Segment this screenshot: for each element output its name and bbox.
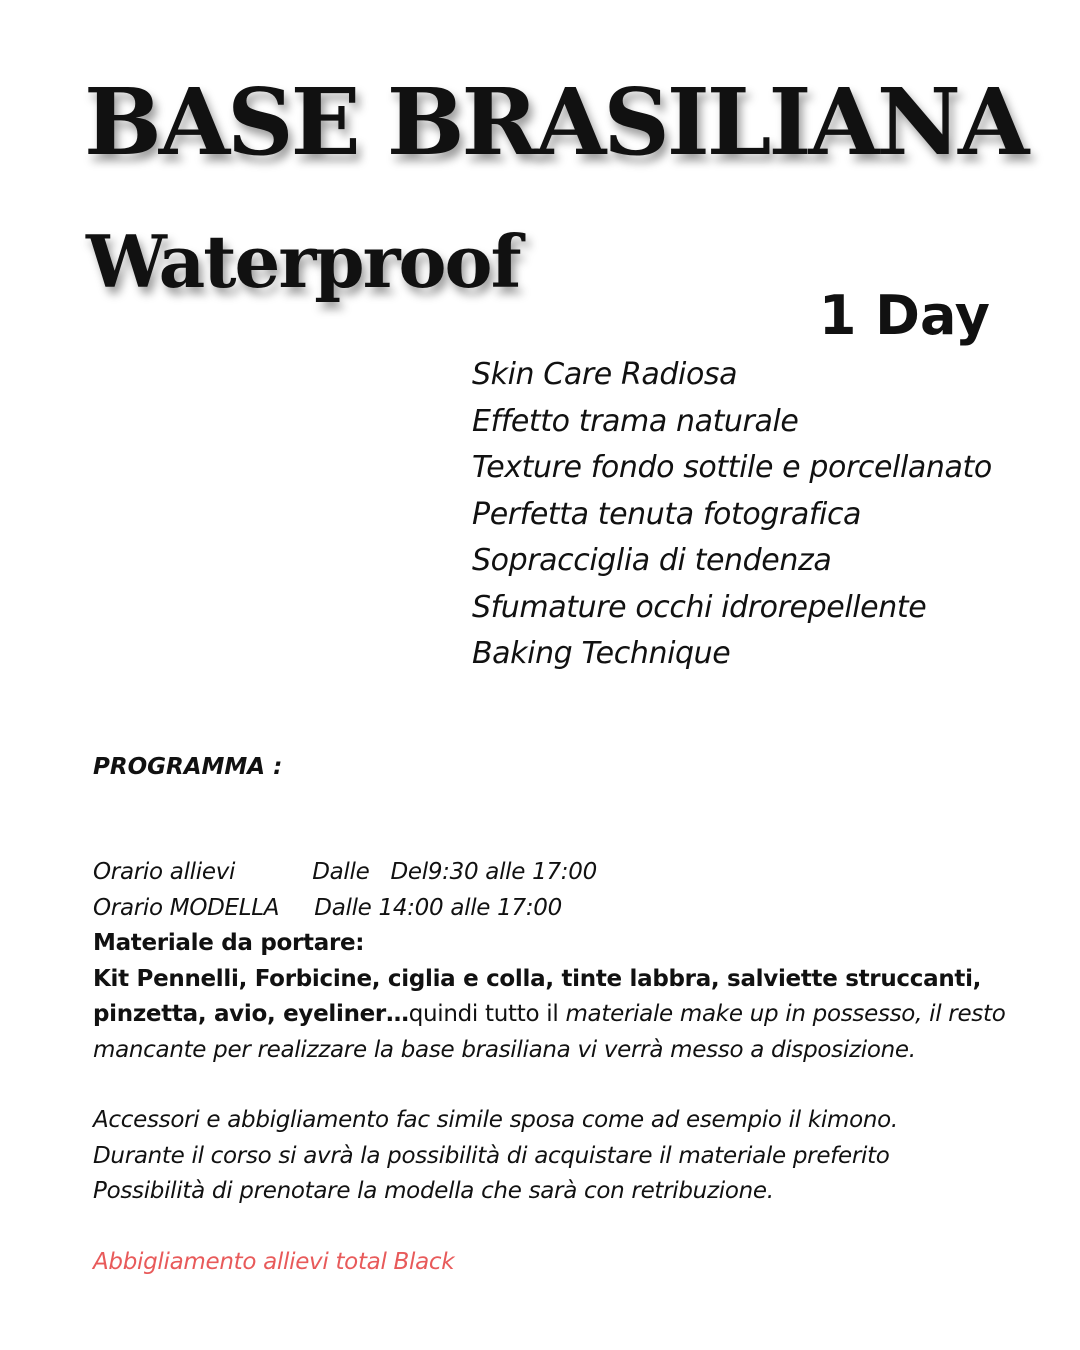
- note-purchase: Durante il corso si avrà la possibilità di acquistare il materiale preferito: [93, 1142, 890, 1169]
- page-title: BASE BRASILIANA: [84, 68, 1027, 176]
- feature-item: Perfetta tenuta fotografica: [472, 496, 862, 532]
- materials-text: [93, 962, 1023, 1069]
- program-heading: PROGRAMMA :: [93, 754, 283, 780]
- schedule-students: Orario allievi Dalle Del9:30 alle 17:00: [93, 859, 597, 885]
- feature-item: Baking Technique: [472, 636, 731, 671]
- materials-list: Kit Pennelli, Forbicine, ciglia e colla, tinte labbra, salviette struccanti, pinzetta, avio, eyeliner…: [93, 965, 982, 1027]
- feature-item: Skin Care Radiosa: [472, 357, 738, 392]
- feature-item: Sopracciglia di tendenza: [472, 543, 832, 578]
- materials-connector: quindi tutto il: [408, 1001, 566, 1027]
- materials-heading: Materiale da portare:: [93, 930, 365, 956]
- duration-label: 1 Day: [818, 284, 990, 347]
- spacer: [93, 1068, 1023, 1103]
- feature-item: Effetto trama naturale: [472, 403, 799, 439]
- program-details: [93, 855, 1023, 1280]
- page-subtitle: Waterproof: [86, 219, 520, 304]
- dress-code: Abbigliamento allievi total Black: [93, 1248, 455, 1275]
- feature-list: [472, 352, 992, 678]
- feature-item: Sfumature occhi idrorepellente: [472, 589, 927, 625]
- note-model-booking: Possibilità di prenotare la modella che sarà con retribuzione.: [93, 1178, 774, 1204]
- spacer: [93, 1210, 1023, 1245]
- materials-note: materiale make up in possesso, il resto mancante per realizzare la base brasiliana vi verrà messo a disposizione.: [93, 1001, 1006, 1063]
- note-accessories: Accessori e abbigliamento fac simile sposa come ad esempio il kimono.: [93, 1107, 898, 1133]
- feature-item: Texture fondo sottile e porcellanato: [472, 450, 992, 485]
- schedule-model: Orario MODELLA Dalle 14:00 alle 17:00: [93, 894, 562, 921]
